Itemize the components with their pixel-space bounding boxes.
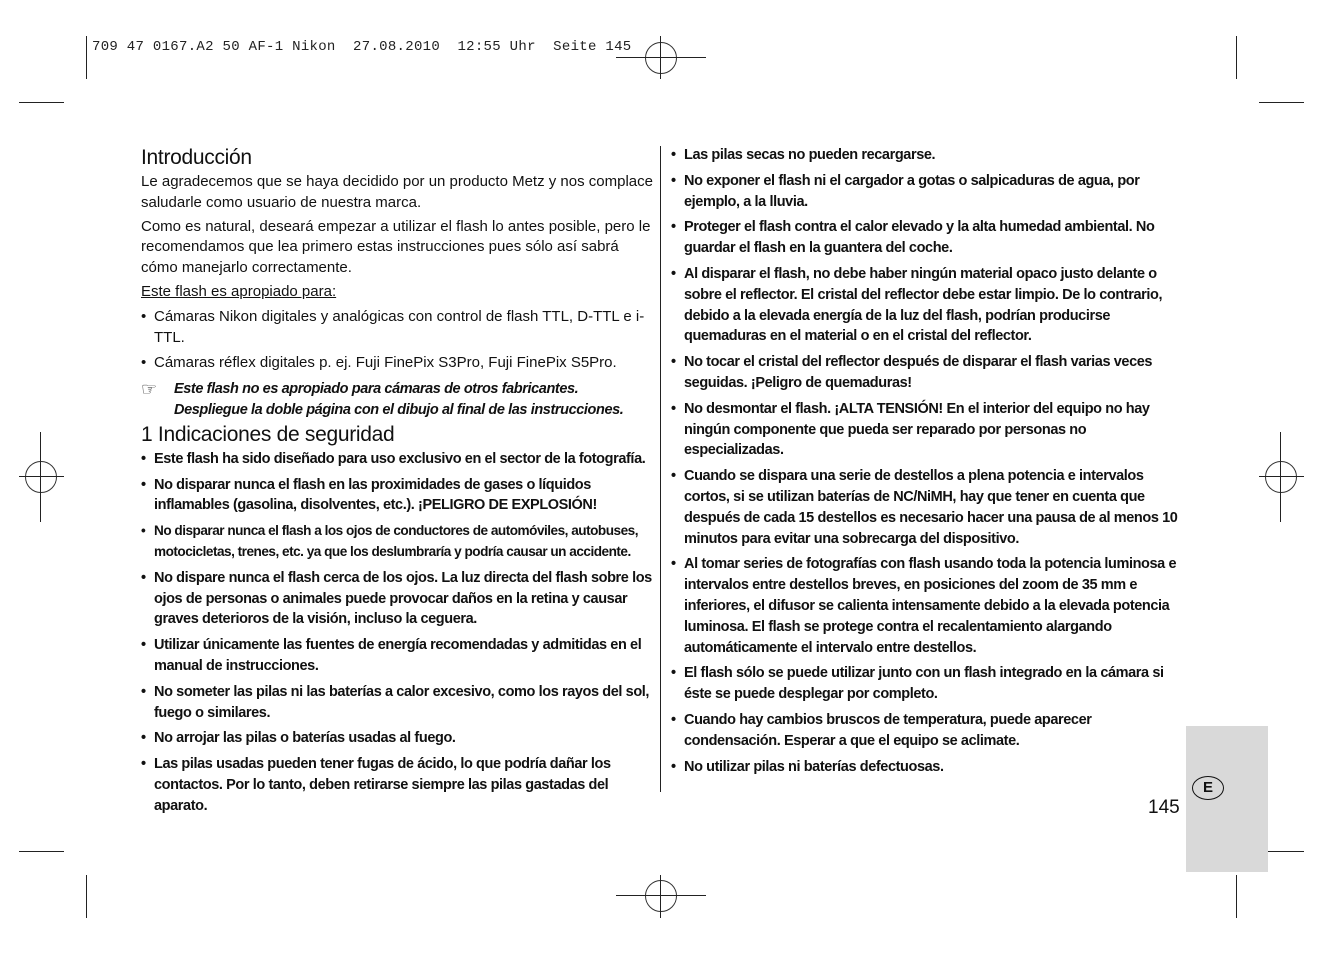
- column-divider: [660, 146, 661, 792]
- list-item: • Las pilas secas no pueden recargarse.: [671, 145, 1186, 166]
- safety-list-right: [671, 145, 1186, 777]
- note: [141, 379, 656, 421]
- crop-mark: [19, 102, 64, 103]
- language-badge: E: [1192, 776, 1224, 800]
- list-item: • No disparar nunca el flash a los ojos de conductores de automóviles, autobuses, motocicletas, trenes, etc. ya que los deslumbraría y podría causar un accidente.: [141, 521, 656, 563]
- list-item: • No someter las pilas ni las baterías a calor excesivo, como los rayos del sol, fuego o similares.: [141, 682, 656, 724]
- list-item: • Proteger el flash contra el calor elevado y la alta humedad ambiental. No guardar el flash en la guantera del coche.: [671, 217, 1186, 259]
- list-item: • No disparar nunca el flash en las proximidades de gases o líquidos inflamables (gasolina, disolventes, etc.). ¡PELIGRO DE EXPLOSIÓN!: [141, 475, 656, 517]
- suitable-heading: Este flash es apropiado para:: [141, 282, 337, 300]
- left-column: [141, 144, 656, 822]
- suitable-list: [141, 307, 656, 374]
- crop-mark: [19, 851, 64, 852]
- list-item: • No exponer el flash ni el cargador a gotas o salpicaduras de agua, por ejemplo, a la lluvia.: [671, 171, 1186, 213]
- safety-list-left: [141, 449, 656, 817]
- list-item: • Las pilas usadas pueden tener fugas de ácido, lo que podría dañar los contactos. Por lo tanto, deben retirarse siempre las pilas gastadas del aparato.: [141, 754, 656, 816]
- list-item: • No desmontar el flash. ¡ALTA TENSIÓN! En el interior del equipo no hay ningún componente que pueda ser reparado por personas no especializadas.: [671, 399, 1186, 461]
- safety-title: 1 Indicaciones de seguridad: [141, 422, 395, 446]
- list-item: • No arrojar las pilas o baterías usadas al fuego.: [141, 728, 656, 749]
- crop-mark: [1236, 36, 1237, 79]
- list-item: • Cuando hay cambios bruscos de temperatura, puede aparecer condensación. Esperar a que el equipo se aclimate.: [671, 710, 1186, 752]
- note-line: Despliegue la doble página con el dibujo al final de las instrucciones.: [174, 401, 624, 418]
- list-item: • No dispare nunca el flash cerca de los ojos. La luz directa del flash sobre los ojos de personas o animales puede provocar daños en la retina y causar graves deterioros de la visión, incluso la ceguera.: [141, 568, 656, 630]
- list-item: • El flash sólo se puede utilizar junto con un flash integrado en la cámara si éste se puede desplegar por completo.: [671, 663, 1186, 705]
- crop-mark: [1259, 102, 1304, 103]
- language-tab: [1186, 726, 1268, 872]
- note-line: Este flash no es apropiado para cámaras de otros fabricantes.: [174, 381, 579, 398]
- crop-mark: [1236, 875, 1237, 918]
- list-item: • Cámaras Nikon digitales y analógicas con control de flash TTL, D-TTL e i-TTL.: [141, 307, 656, 349]
- list-item: • Cámaras réflex digitales p. ej. Fuji FinePix S3Pro, Fuji FinePix S5Pro.: [141, 353, 656, 374]
- pointing-hand-icon: ☞: [141, 379, 157, 400]
- right-column: [671, 145, 1186, 782]
- list-item: • Al disparar el flash, no debe haber ningún material opaco justo delante o sobre el reflector. El cristal del reflector debe estar limpio. De lo contrario, debido a la elevada energía de la luz del flash, podrían producirse quemaduras en el material o en el cristal del reflector.: [671, 264, 1186, 347]
- intro-title: Introducción: [141, 146, 252, 169]
- list-item: • Cuando se dispara una serie de destellos a plena potencia e intervalos cortos, si se utilizan baterías de NC/NiMH, hay que tener en cuenta que después de cada 15 destellos es necesario hacer una pausa de al menos 10 minutos para evitar una sobrecarga del dispositivo.: [671, 466, 1186, 549]
- intro-paragraph: Como es natural, deseará empezar a utilizar el flash lo antes posible, pero le recomendamos que lea primero estas instrucciones pues sólo así sabrá cómo manejarlo correctamente.: [141, 217, 651, 277]
- list-item: • Al tomar series de fotografías con flash usando toda la potencia luminosa e intervalos entre destellos breves, en posiciones del zoom de 35 mm e inferiores, el difusor se calienta intensamente debido a la elevada potencia luminosa. El flash se protege contra el recalentamiento alargando automáticamente el intervalo entre destellos.: [671, 554, 1186, 658]
- list-item: • Este flash ha sido diseñado para uso exclusivo en el sector de la fotografía.: [141, 449, 656, 470]
- intro-paragraph: Le agradecemos que se haya decidido por un producto Metz y nos complace saludarle como usuario de nuestra marca.: [141, 173, 653, 211]
- page-number: 145: [1148, 797, 1180, 818]
- list-item: • No tocar el cristal del reflector después de disparar el flash varias veces seguidas. ¡Peligro de quemaduras!: [671, 352, 1186, 394]
- list-item: • No utilizar pilas ni baterías defectuosas.: [671, 757, 1186, 778]
- crop-mark: [86, 36, 87, 79]
- print-header: 709 47 0167.A2 50 AF-1 Nikon 27.08.2010 12:55 Uhr Seite 145: [92, 39, 632, 55]
- list-item: • Utilizar únicamente las fuentes de energía recomendadas y admitidas en el manual de instrucciones.: [141, 635, 656, 677]
- crop-mark: [86, 875, 87, 918]
